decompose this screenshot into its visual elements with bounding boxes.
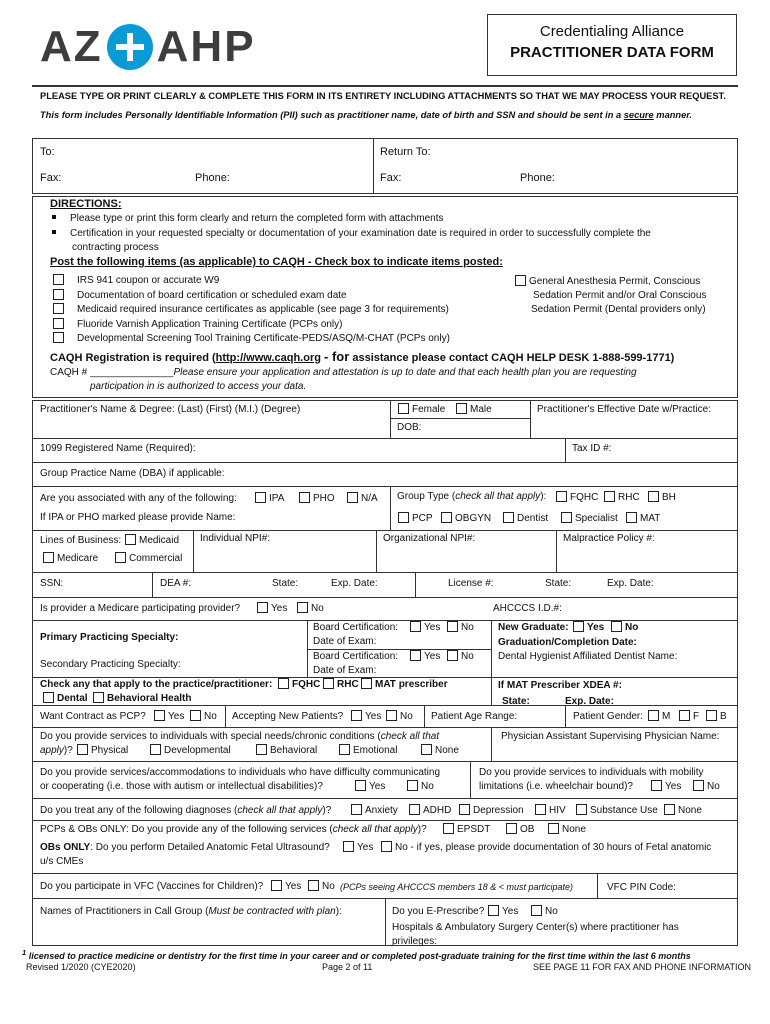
graduation-date-field[interactable]: Graduation/Completion Date: — [498, 637, 637, 648]
exam-date-1-field[interactable]: Date of Exam: — [313, 636, 377, 647]
mobility-question-2: limitations (i.e. wheelchair bound)? — [479, 781, 633, 792]
logo-text-right: AHP — [156, 22, 256, 71]
license-field[interactable]: License #: — [448, 578, 494, 589]
mobility-no[interactable]: No — [690, 780, 720, 792]
board-cert-2-label: Board Certification: — [313, 651, 399, 662]
communicating-yes[interactable]: Yes — [352, 780, 385, 792]
lines-of-business-label: Lines of Business: — [40, 535, 122, 546]
epsdt-checkbox[interactable]: EPSDT — [440, 823, 490, 835]
phone-field-2[interactable]: Phone: — [520, 172, 555, 184]
mat-checkbox[interactable]: MAT — [623, 512, 660, 524]
caqh-note-2: participation in is authorized to access your data. — [90, 381, 307, 392]
malpractice-policy-field[interactable]: Malpractice Policy #: — [563, 533, 655, 544]
mat-prescriber-checkbox[interactable]: MAT prescriber — [358, 678, 448, 690]
developmental-checkbox[interactable]: Developmental — [147, 744, 231, 756]
caqh-registration: CAQH Registration is required (http://www.caqh.org - for assistance please contact CAQH HELP DESK 1-888-599-1771) — [50, 349, 675, 364]
medicaid-checkbox[interactable]: Medicaid — [122, 534, 179, 546]
intro-line-1: PLEASE TYPE OR PRINT CLEARLY & COMPLETE THIS FORM IN ITS ENTIRETY INCLUDING ATTACHMENTS SO THAT WE MAY PROCESS YOUR REQUEST. — [40, 91, 726, 101]
eprescribe-question: Do you E-Prescribe? — [392, 906, 485, 917]
phone-field-1[interactable]: Phone: — [195, 172, 230, 184]
eprescribe-no[interactable]: No — [528, 905, 558, 917]
vfc-question: Do you participate in VFC (Vaccines for Children)? — [40, 881, 264, 892]
practice-fqhc-checkbox[interactable]: FQHC — [275, 678, 320, 690]
see-page-note: SEE PAGE 11 FOR FAX AND PHONE INFORMATION — [533, 962, 752, 972]
anesthesia-permit-line-3: Sedation Permit (Dental providers only) — [531, 304, 706, 315]
dob-field[interactable]: DOB: — [397, 422, 422, 433]
pcps-obs-none-checkbox[interactable]: None — [545, 823, 586, 835]
commercial-checkbox[interactable]: Commercial — [112, 552, 182, 564]
want-pcp-no[interactable]: No — [187, 710, 217, 722]
rhc-checkbox[interactable]: RHC — [601, 491, 640, 503]
gender-m-checkbox[interactable]: M — [645, 710, 670, 722]
direction-bullet-2: Certification in your requested specialty or documentation of your examination date is required in order to successfully complete the — [52, 228, 651, 239]
want-pcp-question: Want Contract as PCP? — [40, 711, 146, 722]
form-title-box — [487, 14, 737, 76]
exam-date-2-field[interactable]: Date of Exam: — [313, 665, 377, 676]
logo-text-left: AZ — [40, 22, 103, 71]
medicare-no-checkbox[interactable]: No — [294, 602, 324, 614]
organizational-npi-field[interactable]: Organizational NPI#: — [383, 533, 476, 544]
mat-exp-date-field[interactable]: Exp. Date: — [565, 696, 614, 707]
caqh-item-2[interactable]: Documentation of board certification or scheduled exam date — [50, 289, 347, 301]
patient-gender-label: Patient Gender: — [573, 711, 644, 722]
license-state-field[interactable]: State: — [545, 578, 572, 589]
specialist-checkbox[interactable]: Specialist — [558, 512, 618, 524]
pa-supervising-physician-field[interactable]: Physician Assistant Supervising Physician Name: — [501, 731, 720, 742]
diagnoses-none-checkbox[interactable]: None — [661, 804, 702, 816]
behavioral-health-checkbox[interactable]: Behavioral Health — [90, 692, 191, 704]
anesthesia-permit-line-2: Sedation Permit and/or Oral Conscious — [533, 290, 707, 301]
new-grad-yes[interactable]: Yes — [570, 621, 604, 633]
caqh-link[interactable]: http://www.caqh.org — [215, 352, 321, 364]
bh-checkbox[interactable]: BH — [645, 491, 676, 503]
call-group-field[interactable]: Names of Practitioners in Call Group (Must be contracted with plan): — [40, 906, 342, 917]
dentist-checkbox[interactable]: Dentist — [500, 512, 548, 524]
emotional-checkbox[interactable]: Emotional — [336, 744, 397, 756]
direction-bullet-2-cont: contracting process — [72, 242, 159, 253]
obgyn-checkbox[interactable]: OBGYN — [438, 512, 491, 524]
hospitals-field-2: privileges: — [392, 936, 438, 947]
secondary-specialty-field[interactable]: Secondary Practicing Specialty: — [40, 659, 181, 670]
ultrasound-no[interactable]: No - if yes, please provide documentation of 30 hours of Fetal anatomic — [378, 841, 711, 853]
practitioner-form-grid — [32, 400, 738, 946]
adhd-checkbox[interactable]: ADHD — [406, 804, 451, 816]
male-checkbox[interactable]: Male — [453, 403, 492, 415]
dea-exp-date-field[interactable]: Exp. Date: — [331, 578, 378, 589]
mobility-yes[interactable]: Yes — [648, 780, 681, 792]
pcps-obs-question: PCPs & OBs ONLY: Do you provide any of the following services (check all that apply)? — [40, 824, 427, 835]
associated-question: Are you associated with any of the following: — [40, 493, 237, 504]
diagnoses-question: Do you treat any of the following diagnoses (check all that apply)? — [40, 805, 332, 816]
caqh-item-5[interactable]: Developmental Screening Tool Training Certificate-PEDS/ASQ/M-CHAT (PCPs only) — [50, 332, 450, 344]
substance-use-checkbox[interactable]: Substance Use — [573, 804, 658, 816]
registered-name-field[interactable]: 1099 Registered Name (Required): — [40, 443, 196, 454]
ob-checkbox[interactable]: OB — [503, 823, 534, 835]
dental-checkbox[interactable]: Dental — [40, 692, 88, 704]
physical-checkbox[interactable]: Physical — [74, 744, 128, 756]
practice-rhc-checkbox[interactable]: RHC — [320, 678, 359, 690]
ultrasound-cmes-note: u/s CMEs — [40, 856, 84, 867]
patient-age-range-field[interactable]: Patient Age Range: — [431, 711, 518, 722]
gender-b-checkbox[interactable]: B — [703, 710, 727, 722]
caqh-item-4[interactable]: Fluoride Varnish Application Training Certificate (PCPs only) — [50, 318, 343, 330]
license-exp-date-field[interactable]: Exp. Date: — [607, 578, 654, 589]
fqhc-checkbox[interactable]: FQHC — [553, 491, 598, 503]
medicare-yes-checkbox[interactable]: Yes — [254, 602, 287, 614]
vfc-no[interactable]: No — [305, 880, 335, 892]
accepting-no[interactable]: No — [383, 710, 413, 722]
pcp-checkbox[interactable]: PCP — [395, 512, 433, 524]
footnote: $^1$ licensed to practice medicine or dentistry for the first time in your career and or completed post-graduate training for the first time within the last 6 months — [22, 948, 691, 961]
page-number: Page 2 of 11 — [322, 962, 373, 972]
caqh-number-field[interactable]: CAQH # _______________Please ensure your application and attestation is up to date and that each health plan you are requesting — [50, 367, 637, 378]
medicare-checkbox[interactable]: Medicare — [40, 552, 98, 564]
fax-field-2[interactable]: Fax: — [380, 172, 402, 184]
fax-field-1[interactable]: Fax: — [40, 172, 62, 184]
communicating-no[interactable]: No — [404, 780, 434, 792]
ahcccs-id-field[interactable]: AHCCCS I.D.#: — [493, 603, 562, 614]
practitioner-name-degree-field[interactable]: Practitioner's Name & Degree: (Last) (First) (M.I.) (Degree) — [40, 404, 301, 415]
vfc-pin-field[interactable]: VFC PIN Code: — [607, 882, 676, 893]
title-credentialing-alliance: Credentialing Alliance — [539, 23, 685, 40]
azahp-logo — [40, 22, 256, 72]
new-grad-no[interactable]: No — [608, 621, 638, 633]
dea-field[interactable]: DEA #: — [160, 578, 192, 589]
vfc-yes[interactable]: Yes — [268, 880, 301, 892]
pho-checkbox[interactable]: PHO — [296, 492, 335, 504]
mat-state-field[interactable]: State: — [502, 696, 530, 707]
gender-f-checkbox[interactable]: F — [676, 710, 699, 722]
board-cert-2-yes[interactable]: Yes — [407, 650, 440, 662]
board-cert-1-no[interactable]: No — [444, 621, 474, 633]
anxiety-checkbox[interactable]: Anxiety — [348, 804, 398, 816]
accepting-yes[interactable]: Yes — [348, 710, 381, 722]
board-cert-2-no[interactable]: No — [444, 650, 474, 662]
ipa-pho-name-field[interactable]: If IPA or PHO marked please provide Name: — [40, 512, 236, 523]
mat-xdea-field[interactable]: If MAT Prescriber XDEA #: — [498, 680, 622, 691]
board-cert-1-label: Board Certification: — [313, 622, 399, 633]
medicare-participating-question: Is provider a Medicare participating provider? — [40, 603, 241, 614]
mobility-question-1: Do you provide services to individuals with mobility — [479, 767, 704, 778]
caqh-item-3[interactable]: Medicaid required insurance certificates as applicable (see page 3 for requirements) — [50, 303, 449, 315]
ultrasound-yes[interactable]: Yes — [340, 841, 373, 853]
dea-state-field[interactable]: State: — [272, 578, 299, 589]
new-graduate-label: New Graduate: — [498, 622, 569, 633]
individual-npi-field[interactable]: Individual NPI#: — [200, 533, 271, 544]
anesthesia-permit-checkbox[interactable]: General Anesthesia Permit, Conscious — [512, 275, 700, 287]
tax-id-field[interactable]: Tax ID #: — [572, 443, 612, 454]
intro-line-2: This form includes Personally Identifiable Information (PII) such as practitioner name, date of birth and SSN and should be sent in a secure manner. — [40, 110, 692, 120]
to-field[interactable]: To: — [40, 146, 55, 158]
caqh-item-1[interactable]: IRS 941 coupon or accurate W9 — [50, 274, 219, 286]
special-needs-none-checkbox[interactable]: None — [418, 744, 459, 756]
eprescribe-yes[interactable]: Yes — [485, 905, 518, 917]
board-cert-1-yes[interactable]: Yes — [407, 621, 440, 633]
hospitals-field-1[interactable]: Hospitals & Ambulatory Surgery Center(s) where practitioner has — [392, 922, 679, 933]
directions-title: DIRECTIONS: — [50, 198, 122, 210]
vfc-note: (PCPs seeing AHCCCS members 18 & < must participate) — [340, 882, 573, 892]
ssn-field[interactable]: SSN: — [40, 578, 64, 589]
practice-apply-label: Check any that apply to the practice/practitioner: — [40, 679, 273, 690]
title-practitioner-data-form: PRACTITIONER DATA FORM — [510, 44, 714, 61]
behavioral-checkbox[interactable]: Behavioral — [253, 744, 317, 756]
plus-cross-icon — [107, 24, 153, 70]
revised-date: Revised 1/2020 (CYE2020) — [26, 962, 136, 972]
special-needs-options: apply)? — [40, 745, 73, 756]
communicating-question-1: Do you provide services/accommodations to individuals who have difficulty communicating — [40, 767, 441, 778]
want-pcp-yes[interactable]: Yes — [151, 710, 184, 722]
effective-date-field[interactable]: Practitioner's Effective Date w/Practice: — [537, 404, 712, 415]
ipa-checkbox[interactable]: IPA — [252, 492, 284, 504]
post-items-title: Post the following items (as applicable) to CAQH - Check box to indicate items posted: — [50, 256, 503, 268]
special-needs-question: Do you provide services to individuals with special needs/chronic conditions (check all that — [40, 731, 440, 742]
primary-specialty-field[interactable]: Primary Practicing Specialty: — [40, 632, 179, 643]
na-checkbox[interactable]: N/A — [344, 492, 378, 504]
obs-only-ultrasound-question: OBs ONLY: Do you perform Detailed Anatomic Fetal Ultrasound? — [40, 842, 330, 853]
hiv-checkbox[interactable]: HIV — [532, 804, 566, 816]
return-to-field[interactable]: Return To: — [380, 146, 431, 158]
accepting-patients-question: Accepting New Patients? — [232, 711, 344, 722]
direction-bullet-1: Please type or print this form clearly and return the completed form with attachments — [52, 213, 444, 224]
female-checkbox[interactable]: Female — [395, 403, 445, 415]
group-practice-name-field[interactable]: Group Practice Name (DBA) if applicable: — [40, 468, 225, 479]
group-type-label: Group Type (check all that apply): — [397, 491, 547, 502]
hygienist-dentist-field[interactable]: Dental Hygienist Affiliated Dentist Name: — [498, 651, 678, 662]
depression-checkbox[interactable]: Depression — [456, 804, 524, 816]
communicating-question-2: or cooperating (i.e. those with autism or intellectual disabilities)? — [40, 781, 323, 792]
